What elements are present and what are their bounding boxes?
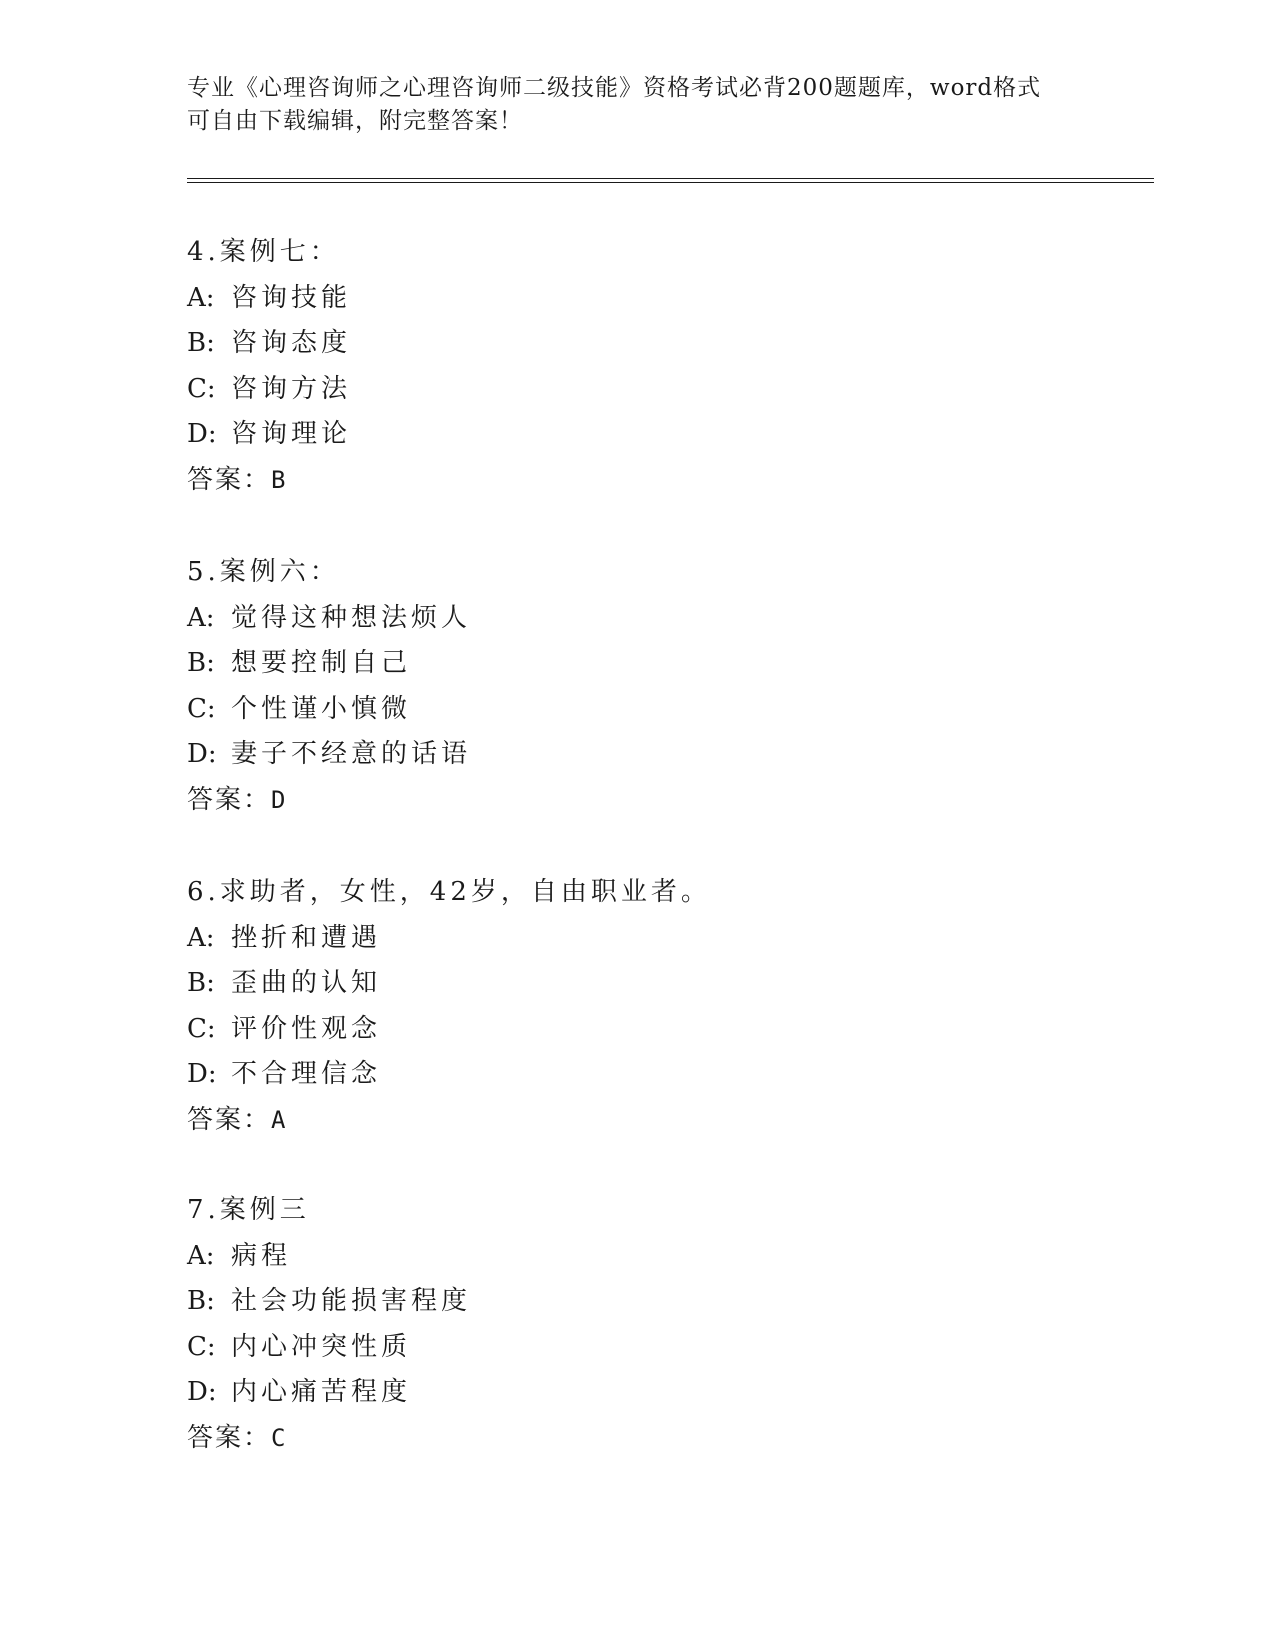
option-letter: A: [187,602,215,633]
option-letter: B: [187,968,215,999]
question-block [187,1188,1087,1462]
option-c [187,1325,1087,1371]
option-text: 内心痛苦程度 [231,1377,412,1408]
option-text: 社会功能损害程度 [231,1286,472,1317]
option-text: 不合理信念 [231,1059,382,1090]
question-block [187,230,1087,504]
question-stem: 4.案例七： [187,237,340,267]
header-line-1: 专业《心理咨询师之心理咨询师二级技能》资格考试必背200题题库，word格式 [187,75,1042,101]
option-letter: D: [187,1377,217,1408]
option-letter: C: [187,1331,216,1362]
question-block [187,550,1087,824]
option-c [187,367,1087,413]
option-text: 评价性观念 [231,1013,382,1044]
option-text: 内心冲突性质 [231,1331,412,1362]
option-d [187,1370,1087,1416]
option-letter: D: [187,1059,217,1090]
option-letter: B: [187,648,215,679]
option-c [187,687,1087,733]
answer-value: D [271,785,288,814]
option-letter: B: [187,1286,215,1317]
question-stem: 7.案例三 [187,1195,310,1225]
option-text: 歪曲的认知 [231,968,382,999]
option-letter: D: [187,419,217,450]
option-d [187,732,1087,778]
option-text: 个性谨小慎微 [231,693,412,724]
question-stem: 5.案例六： [187,557,340,587]
answer-line [187,458,1087,504]
option-letter: B: [187,328,215,359]
option-text: 想要控制自己 [231,648,412,679]
option-d [187,1052,1087,1098]
option-text: 咨询态度 [231,328,352,359]
option-letter: D: [187,739,217,770]
answer-label: 答案： [187,464,272,495]
option-text: 妻子不经意的话语 [231,739,472,770]
option-a [187,916,1087,962]
option-c [187,1007,1087,1053]
question-stem: 6.求助者，女性，42岁，自由职业者。 [187,877,711,907]
answer-label: 答案： [187,1422,272,1453]
question-block [187,870,1087,1144]
answer-label: 答案： [187,784,272,815]
option-letter: A: [187,1240,215,1271]
option-text: 咨询方法 [231,373,352,404]
option-text: 咨询技能 [231,282,352,313]
option-text: 挫折和遭遇 [231,922,382,953]
answer-value: C [271,1423,288,1452]
header-divider-bottom [187,182,1154,183]
option-letter: A: [187,922,215,953]
option-b [187,641,1087,687]
option-d [187,412,1087,458]
option-text: 觉得这种想法烦人 [231,602,472,633]
option-letter: C: [187,693,216,724]
option-b [187,321,1087,367]
option-a [187,276,1087,322]
answer-line [187,778,1087,824]
option-text: 病程 [231,1240,292,1271]
option-a [187,596,1087,642]
header-divider-top [187,178,1154,179]
answer-line [187,1098,1087,1144]
option-text: 咨询理论 [231,419,352,450]
answer-value: B [271,465,288,494]
answer-value: A [271,1105,288,1134]
option-letter: C: [187,1013,216,1044]
option-letter: C: [187,373,216,404]
option-a [187,1234,1087,1280]
header-line-2: 可自由下载编辑，附完整答案！ [187,108,523,134]
option-b [187,961,1087,1007]
document-header [187,72,1087,138]
option-b [187,1279,1087,1325]
answer-line [187,1416,1087,1462]
answer-label: 答案： [187,1104,272,1135]
option-letter: A: [187,282,215,313]
